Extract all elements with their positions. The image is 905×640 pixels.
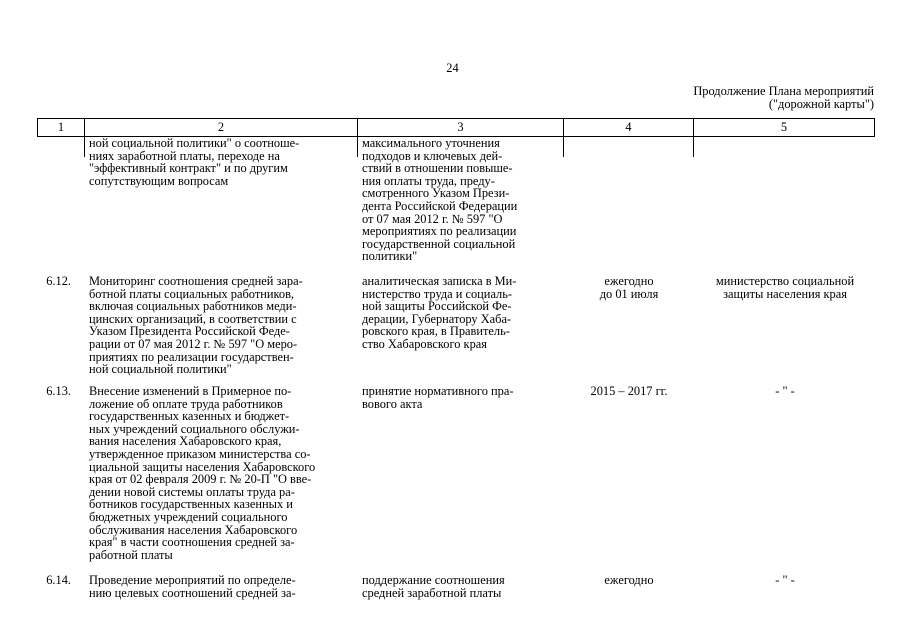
text-line: утвержденное приказом министерства со- — [89, 446, 311, 461]
text-line: края от 02 февраля 2009 г. № 20-П "О вве- — [89, 472, 312, 487]
text-line: сопутствующим вопросам — [89, 173, 229, 188]
text-line: дении новой системы оплаты труда ра- — [89, 484, 295, 499]
text-line: аналитическая записка в Ми- — [362, 274, 517, 288]
text-line: нию целевых соотношений средней за- — [89, 585, 296, 600]
text-line: подходов и ключевых дей- — [362, 148, 503, 163]
text-line: от 07 мая 2012 г. № 597 "О — [362, 211, 503, 226]
text-line: ных учреждений социального обслужи- — [89, 421, 300, 436]
cell-result — [362, 275, 558, 351]
cell-responsible — [697, 574, 873, 587]
header-cell: 3 — [358, 119, 564, 136]
text-line: Проведение мероприятий по определе- — [89, 573, 296, 587]
text-line: ной социальной политики" о соотноше- — [89, 136, 300, 150]
text-line: Мониторинг соотношения средней зара- — [89, 274, 303, 288]
text-line: вового акта — [362, 396, 423, 411]
continuation-line: ("дорожной карты") — [768, 97, 874, 111]
table-header-row — [37, 118, 875, 137]
text-line: ложение об оплате труда работников — [89, 396, 283, 411]
text-line: приятиях по реализации государствен- — [89, 349, 294, 364]
text-line: смотренного Указом Прези- — [362, 186, 510, 201]
text-line: ствий в отношении повыше- — [362, 161, 513, 176]
text-line: максимального уточнения — [362, 136, 500, 150]
text-line: "эффективный контракт" и по другим — [89, 161, 288, 176]
text-line: дента Российской Федерации — [362, 198, 518, 213]
text-line: Внесение изменений в Примерное по- — [89, 384, 292, 398]
cell-deadline — [570, 385, 688, 398]
text-line: рации от 07 мая 2012 г. № 597 "О меро- — [89, 336, 298, 351]
row-number: 6.14. — [46, 573, 71, 587]
text-line: ежегодно — [604, 573, 654, 587]
text-line: нистерство труда и социаль- — [362, 286, 513, 301]
cell-responsible — [697, 275, 873, 300]
text-line: защиты населения края — [723, 286, 847, 301]
cell-result — [362, 385, 558, 410]
text-line: до 01 июля — [599, 286, 659, 301]
text-line: ежегодно — [604, 274, 654, 288]
text-line: ной социальной политики" — [89, 362, 232, 377]
text-line: ботной платы социальных работников, — [89, 286, 295, 301]
text-line: ботников государственных казенных и — [89, 497, 293, 512]
row-number: 6.12. — [46, 274, 71, 288]
cell-result — [362, 574, 558, 599]
text-line: цинских организаций, в соответствии с — [89, 311, 297, 326]
text-line: ниях заработной платы, переходе на — [89, 148, 280, 163]
column-divider — [84, 135, 85, 157]
text-line: края" в части соотношения средней за- — [89, 535, 295, 550]
text-line: ство Хабаровского края — [362, 336, 487, 351]
text-line: вания населения Хабаровского края, — [89, 434, 282, 449]
page-number: 24 — [446, 61, 459, 75]
cell-description — [89, 137, 354, 187]
text-line: включая социальных работников меди- — [89, 299, 297, 314]
text-line: государственных казенных и бюджет- — [89, 409, 290, 424]
continuation-line: Продолжение Плана мероприятий — [693, 84, 874, 98]
text-line: политики" — [362, 249, 418, 264]
text-line: Указом Президента Российской Феде- — [89, 324, 290, 339]
cell-result — [362, 137, 558, 263]
cell-description — [89, 385, 354, 561]
cell-description — [89, 275, 354, 376]
cell-deadline — [570, 275, 688, 300]
text-line: принятие нормативного пра- — [362, 384, 514, 398]
text-line: поддержание соотношения — [362, 573, 505, 587]
header-cell: 5 — [694, 119, 875, 136]
header-cell: 4 — [564, 119, 694, 136]
text-line: циальной защиты населения Хабаровского — [89, 459, 316, 474]
text-line: министерство социальной — [715, 274, 855, 288]
column-divider — [693, 135, 694, 157]
cell-deadline — [570, 574, 688, 587]
column-divider — [563, 135, 564, 157]
cell-description — [89, 574, 354, 599]
text-line: дерации, Губернатору Хаба- — [362, 311, 512, 326]
text-line: работной платы — [89, 547, 173, 562]
text-line: бюджетных учреждений социального — [89, 509, 288, 524]
text-line: 2015 – 2017 гг. — [590, 384, 668, 398]
text-line: - " - — [775, 573, 795, 587]
header-cell: 1 — [37, 119, 85, 136]
text-line: ной защиты Российской Фе- — [362, 299, 512, 314]
column-divider — [357, 135, 358, 157]
text-line: средней заработной платы — [362, 585, 502, 600]
continuation-caption — [693, 85, 874, 111]
cell-responsible — [697, 385, 873, 398]
text-line: мероприятиях по реализации — [362, 224, 517, 239]
text-line: ния оплаты труда, преду- — [362, 173, 495, 188]
row-number: 6.13. — [46, 384, 71, 398]
text-line: государственной социальной — [362, 236, 516, 251]
text-line: ровского края, в Правитель- — [362, 324, 510, 339]
header-cell: 2 — [85, 119, 358, 136]
text-line: - " - — [775, 384, 795, 398]
text-line: обслуживания населения Хабаровского — [89, 522, 298, 537]
